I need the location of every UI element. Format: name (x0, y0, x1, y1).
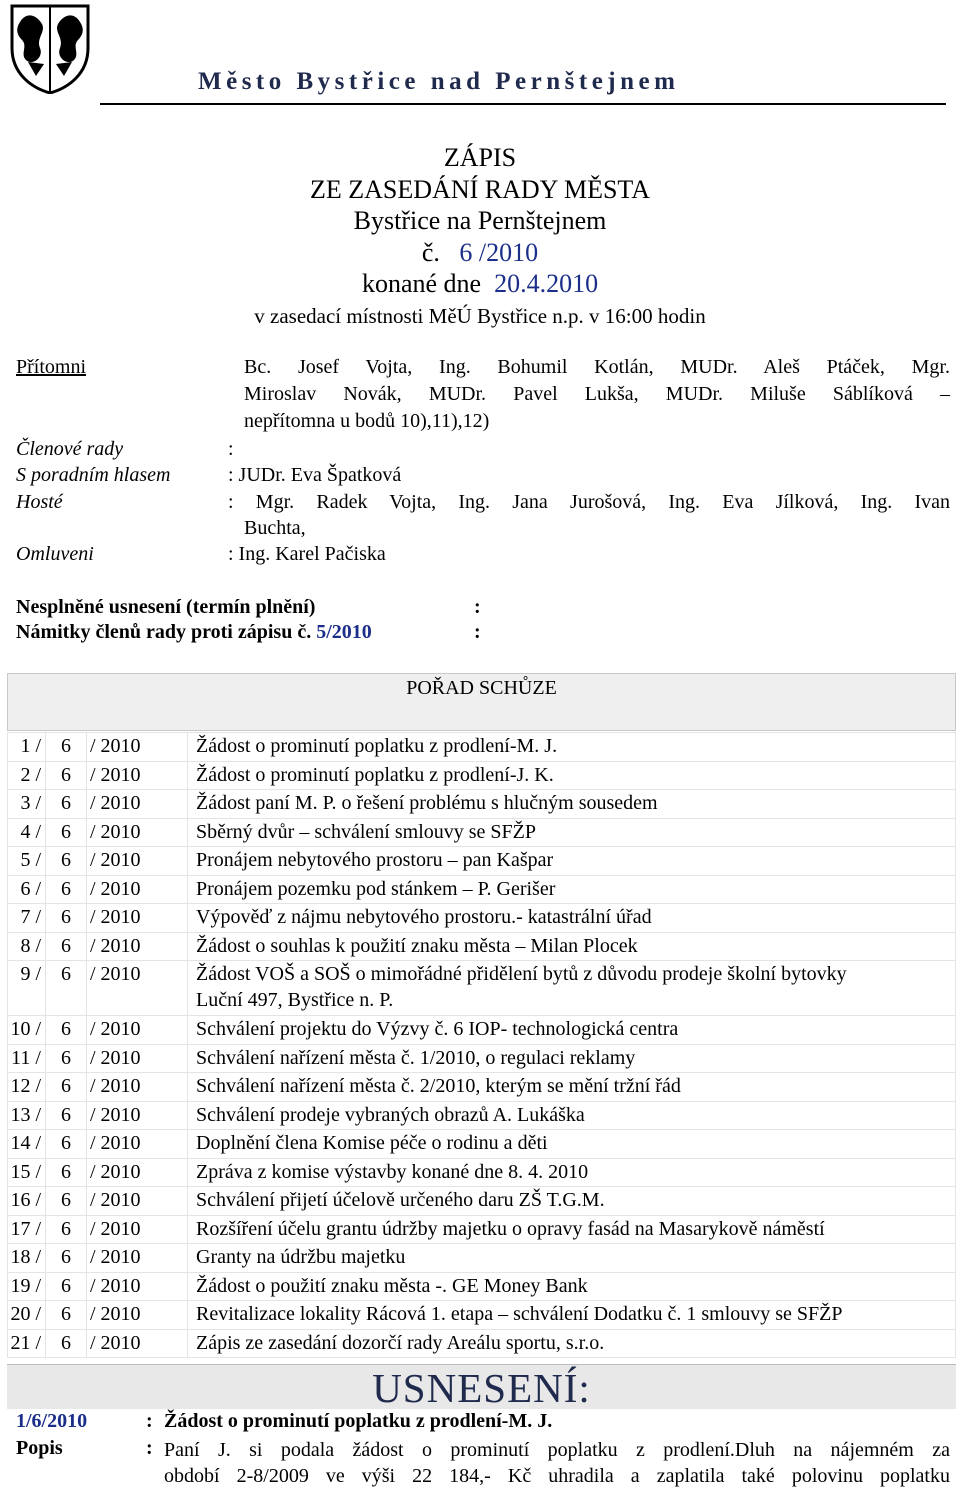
agenda-row (8, 1301, 956, 1330)
agenda-item-year (87, 818, 188, 847)
agenda-item-year-text: / 2010 (90, 1246, 141, 1268)
agenda-item-session (46, 1101, 87, 1130)
guests-label: Hosté (16, 491, 63, 513)
agenda-item-number (8, 1272, 46, 1301)
agenda-item-year (87, 1329, 188, 1358)
title-city: Bystřice na Pernštejnem (353, 206, 607, 235)
agenda-item-year (87, 961, 188, 1016)
agenda-item-year-text: / 2010 (90, 792, 141, 814)
agenda-row (8, 932, 956, 961)
agenda-item-year-text: / 2010 (90, 1103, 141, 1126)
agenda-item-session-text: 6 (61, 1132, 71, 1154)
resolution-header-label: USNESENÍ: (372, 1365, 591, 1411)
agenda-item-number (8, 761, 46, 790)
agenda-item-year (87, 1272, 188, 1301)
present-line-2: Miroslav Novák, MUDr. Pavel Lukša, MUDr. Miluše Sáblíková – (244, 383, 950, 405)
agenda-item-year (87, 1215, 188, 1244)
agenda-item-year-text: / 2010 (90, 1303, 141, 1325)
agenda-item-year (87, 1130, 188, 1159)
guests-line-2: Buchta, (244, 517, 306, 539)
agenda-item-session (46, 1187, 87, 1216)
agenda-item-text-text: Zpráva z komise výstavby konané dne 8. 4. 2010 (196, 1160, 589, 1183)
agenda-item-number-text: 7 / (20, 906, 41, 928)
agenda-item-year-text: / 2010 (90, 820, 141, 843)
agenda-item-year (87, 1073, 188, 1102)
agenda-item-text-text: Schválení nařízení města č. 1/2010, o regulaci reklamy (196, 1046, 636, 1069)
agenda-item-text-text: Pronájem nebytového prostoru – pan Kašpar (196, 849, 554, 871)
agenda-item-session (46, 1272, 87, 1301)
agenda-item-number-text: 13 / (10, 1103, 41, 1126)
city-crest-logo (6, 2, 94, 94)
guests-line-1: : Mgr. Radek Vojta, Ing. Jana Jurošová, Ing. Eva Jílková, Ing. Ivan (228, 491, 950, 513)
agenda-item-year-text: / 2010 (90, 1274, 141, 1297)
agenda-item-number (8, 790, 46, 819)
agenda-item-number-text: 10 / (10, 1018, 41, 1040)
agenda-item-number (8, 961, 46, 1016)
agenda-item-year (87, 847, 188, 876)
agenda-item-number (8, 1016, 46, 1045)
agenda-item-year-text: / 2010 (90, 763, 141, 786)
agenda-item-session-text: 6 (61, 963, 71, 985)
agenda-item-text-text: Schválení prodeje vybraných obrazů A. Lukáška (196, 1103, 585, 1126)
agenda-item-number (8, 733, 46, 762)
agenda-item-session-text: 6 (61, 820, 71, 843)
agenda-item-number-text: 6 / (20, 877, 41, 900)
agenda-item-text (188, 847, 956, 876)
agenda-item-session (46, 733, 87, 762)
agenda-item-session (46, 1301, 87, 1330)
agenda-item-text-text: Žádost o prominutí poplatku z prodlení-J. K. (196, 763, 554, 786)
agenda-item-number (8, 904, 46, 933)
popis-line-2: období 2-8/2009 ve výši 22 184,- Kč uhradila a zaplatila také polovinu poplatku (164, 1465, 950, 1487)
agenda-item-session (46, 904, 87, 933)
agenda-item-session-text: 6 (61, 1018, 71, 1040)
members-value: : (228, 438, 234, 460)
agenda-item-number (8, 1301, 46, 1330)
agenda-item-text-text: Žádost o prominutí poplatku z prodlení-M. J. (196, 735, 558, 757)
agenda-item-session (46, 1130, 87, 1159)
agenda-item-year-text: / 2010 (90, 1160, 141, 1183)
agenda-row (8, 733, 956, 762)
agenda-item-year (87, 1016, 188, 1045)
agenda-row (8, 1272, 956, 1301)
agenda-item-session (46, 1016, 87, 1045)
popis-label: Popis (16, 1437, 63, 1459)
agenda-item-number-text: 11 / (11, 1046, 41, 1069)
agenda-item-session (46, 761, 87, 790)
agenda-item-year-text: / 2010 (90, 877, 141, 900)
unfulfilled-label: Nesplněné usnesení (termín plnění) (16, 596, 316, 618)
agenda-item-text (188, 961, 956, 1016)
agenda-item-text (188, 1073, 956, 1102)
agenda-item-session (46, 1244, 87, 1273)
agenda-item-year-text: / 2010 (90, 1018, 141, 1040)
agenda-item-session-text: 6 (61, 1303, 71, 1325)
agenda-item-number-text: 14 / (10, 1132, 41, 1154)
advisory-label: S poradním hlasem (16, 464, 171, 486)
agenda-item-text (188, 1016, 956, 1045)
agenda-item-year (87, 875, 188, 904)
agenda-row (8, 904, 956, 933)
agenda-item-session (46, 1215, 87, 1244)
agenda-item-text-text: Žádost o souhlas k použití znaku města – Milan Plocek (196, 934, 638, 957)
agenda-item-number (8, 1044, 46, 1073)
agenda-item-number (8, 932, 46, 961)
title-number: č. 6 /2010 (421, 237, 539, 267)
agenda-item-year-text: / 2010 (90, 1046, 141, 1069)
present-line-3: nepřítomna u bodů 10),11),12) (244, 410, 490, 432)
city-name-header: Město Bystřice nad Pernštejnem (198, 68, 680, 95)
agenda-item-number-text: 19 / (10, 1274, 41, 1297)
agenda-item-text (188, 1272, 956, 1301)
agenda-item-session (46, 1329, 87, 1358)
agenda-item-session-text: 6 (61, 1103, 71, 1126)
agenda-item-session (46, 790, 87, 819)
agenda-item-text-text: Schválení nařízení města č. 2/2010, kterým se mění tržní řád (196, 1075, 681, 1097)
agenda-item-number-text: 3 / (20, 792, 41, 814)
agenda-item-session-text: 6 (61, 735, 71, 757)
objections-label: Námitky členů rady proti zápisu č. 5/2010 (16, 621, 372, 643)
agenda-item-number-text: 15 / (10, 1160, 41, 1183)
title-place: v zasedací místnosti MěÚ Bystřice n.p. v 16:00 hodin (254, 303, 706, 328)
agenda-item-text-text: Žádost paní M. P. o řešení problému s hlučným sousedem (196, 792, 658, 814)
agenda-item-number (8, 1329, 46, 1358)
agenda-row (8, 875, 956, 904)
agenda-item-year (87, 733, 188, 762)
agenda-table (7, 732, 956, 1358)
agenda-item-session (46, 1158, 87, 1187)
resolution-number: 1/6/2010 (16, 1410, 88, 1432)
agenda-item-session (46, 1044, 87, 1073)
agenda-item-year-text: / 2010 (90, 1075, 141, 1097)
agenda-item-text-text: Žádost o použití znaku města -. GE Money Bank (196, 1274, 588, 1297)
agenda-item-session (46, 932, 87, 961)
agenda-item-number (8, 1130, 46, 1159)
agenda-item-year-text: / 2010 (90, 963, 141, 985)
agenda-item-text (188, 818, 956, 847)
agenda-item-number-text: 2 / (20, 763, 41, 786)
agenda-item-text-text: Zápis ze zasedání dozorčí rady Areálu sportu, s.r.o. (196, 1331, 605, 1354)
agenda-item-text-text: Revitalizace lokality Rácová 1. etapa – schválení Dodatku č. 1 smlouvy se SFŽP (196, 1303, 843, 1325)
agenda-row (8, 1158, 956, 1187)
agenda-item-session-text: 6 (61, 1274, 71, 1297)
agenda-item-year (87, 790, 188, 819)
agenda-item-session (46, 1073, 87, 1102)
agenda-row (8, 1187, 956, 1216)
agenda-item-session-text: 6 (61, 1160, 71, 1183)
agenda-item-text-text: Rozšíření účelu grantu údržby majetku o opravy fasád na Masarykově náměstí (196, 1217, 825, 1240)
agenda-item-text-text: Pronájem pozemku pod stánkem – P. Gerišer (196, 877, 556, 900)
agenda-item-text (188, 1215, 956, 1244)
agenda-item-text (188, 1130, 956, 1159)
agenda-item-session-text: 6 (61, 1075, 71, 1097)
agenda-row (8, 1016, 956, 1045)
agenda-item-text (188, 875, 956, 904)
agenda-item-text-text: Sběrný dvůr – schválení smlouvy se SFŽP (196, 820, 536, 843)
title-zapis: ZÁPIS (443, 143, 517, 172)
agenda-item-number-text: 17 / (10, 1217, 41, 1240)
members-label: Členové rady (16, 438, 124, 460)
agenda-item-year (87, 1101, 188, 1130)
objections-colon: : (474, 621, 481, 643)
agenda-item-text (188, 904, 956, 933)
agenda-item-number-text: 16 / (10, 1189, 41, 1211)
agenda-item-session-text: 6 (61, 1217, 71, 1240)
agenda-item-year (87, 1301, 188, 1330)
agenda-item-session-text: 6 (61, 1246, 71, 1268)
agenda-item-year-text: / 2010 (90, 1331, 141, 1354)
agenda-item-year-text: / 2010 (90, 934, 141, 957)
advisory-value: : JUDr. Eva Špatková (228, 464, 402, 486)
document-title-block (0, 142, 960, 332)
agenda-item-number-text: 21 / (10, 1331, 41, 1354)
agenda-header (7, 673, 956, 731)
title-date: konané dne 20.4.2010 (361, 269, 599, 298)
popis-colon: : (146, 1437, 153, 1459)
agenda-item-number (8, 1215, 46, 1244)
agenda-item-text-text: Výpověď z nájmu nebytového prostoru.- katastrální úřad (196, 906, 652, 928)
agenda-row (8, 961, 956, 1016)
agenda-row (8, 1130, 956, 1159)
unfulfilled-colon: : (474, 596, 481, 618)
agenda-header-label: POŘAD SCHŮZE (406, 677, 557, 699)
agenda-item-year-text: / 2010 (90, 849, 141, 871)
agenda-item-text (188, 733, 956, 762)
agenda-item-session-text: 6 (61, 763, 71, 786)
agenda-item-text (188, 1244, 956, 1273)
agenda-row (8, 847, 956, 876)
agenda-item-session-text: 6 (61, 849, 71, 871)
resolution-title: Žádost o prominutí poplatku z prodlení-M. J. (164, 1410, 553, 1432)
agenda-item-year-text: / 2010 (90, 1132, 141, 1154)
agenda-item-number (8, 1187, 46, 1216)
agenda-item-session-text: 6 (61, 1046, 71, 1069)
agenda-row (8, 761, 956, 790)
agenda-item-text (188, 1301, 956, 1330)
agenda-item-session-text: 6 (61, 906, 71, 928)
agenda-item-year-text: / 2010 (90, 1189, 141, 1211)
title-session: ZE ZASEDÁNÍ RADY MĚSTA (310, 174, 650, 204)
agenda-item-number (8, 875, 46, 904)
agenda-item-session-text: 6 (61, 877, 71, 900)
excused-label: Omluveni (16, 543, 94, 565)
agenda-item-number (8, 1073, 46, 1102)
agenda-item-session-text: 6 (61, 1331, 71, 1354)
agenda-item-year (87, 932, 188, 961)
popis-line-1: Paní J. si podala žádost o prominutí poplatku z prodlení.Dluh na nájemném za (164, 1439, 950, 1461)
excused-value: : Ing. Karel Pačiska (228, 543, 386, 565)
agenda-row (8, 1215, 956, 1244)
resolution-header (7, 1364, 956, 1409)
agenda-item-text-text: Granty na údržbu majetku (196, 1246, 406, 1268)
agenda-row (8, 1244, 956, 1273)
present-label: Přítomni (16, 356, 87, 378)
agenda-row (8, 818, 956, 847)
agenda-item-text (188, 1101, 956, 1130)
agenda-item-session-text: 6 (61, 792, 71, 814)
agenda-row (8, 1073, 956, 1102)
agenda-item-number-text: 4 / (20, 820, 41, 843)
agenda-item-number (8, 847, 46, 876)
present-line-1: Bc. Josef Vojta, Ing. Bohumil Kotlán, MUDr. Aleš Ptáček, Mgr. (244, 356, 950, 378)
agenda-item-text (188, 932, 956, 961)
agenda-item-year-text: / 2010 (90, 735, 141, 757)
agenda-item-text-text: Schválení přijetí účelově určeného daru ZŠ T.G.M. (196, 1189, 605, 1211)
agenda-item-number-text: 12 / (10, 1075, 41, 1097)
agenda-item-year (87, 1044, 188, 1073)
agenda-item-year (87, 1187, 188, 1216)
agenda-item-session (46, 847, 87, 876)
agenda-item-year (87, 1158, 188, 1187)
agenda-item-number-text: 9 / (20, 963, 41, 985)
agenda-row (8, 790, 956, 819)
resolution-colon: : (146, 1410, 153, 1432)
agenda-item-session (46, 961, 87, 1016)
agenda-item-year (87, 761, 188, 790)
agenda-item-number-text: 8 / (20, 934, 41, 957)
agenda-item-number (8, 1244, 46, 1273)
agenda-item-session-text: 6 (61, 1189, 71, 1211)
agenda-row (8, 1329, 956, 1358)
agenda-item-text (188, 1044, 956, 1073)
agenda-item-year (87, 904, 188, 933)
agenda-item-text-text: Doplnění člena Komise péče o rodinu a děti (196, 1132, 548, 1154)
agenda-item-session-text: 6 (61, 934, 71, 957)
agenda-item-year-text: / 2010 (90, 1217, 141, 1240)
agenda-item-number-text: 20 / (10, 1303, 41, 1325)
agenda-row (8, 1044, 956, 1073)
agenda-item-text-text: Žádost VOŠ a SOŠ o mimořádné přidělení bytů z důvodu prodeje školní bytovky (196, 963, 847, 985)
agenda-item-number (8, 818, 46, 847)
agenda-item-text (188, 1329, 956, 1358)
header-divider (100, 103, 946, 105)
agenda-item-text-continuation: Luční 497, Bystřice n. P. (196, 989, 394, 1011)
agenda-item-text (188, 1158, 956, 1187)
agenda-item-session (46, 875, 87, 904)
agenda-item-number-text: 1 / (20, 735, 41, 757)
agenda-item-year (87, 1244, 188, 1273)
agenda-item-number-text: 5 / (20, 849, 41, 871)
agenda-item-number (8, 1158, 46, 1187)
agenda-item-text (188, 1187, 956, 1216)
agenda-item-text-text: Schválení projektu do Výzvy č. 6 IOP- technologická centra (196, 1018, 679, 1040)
agenda-item-text (188, 790, 956, 819)
agenda-item-text (188, 761, 956, 790)
agenda-item-session (46, 818, 87, 847)
agenda-item-number-text: 18 / (10, 1246, 41, 1268)
agenda-item-number (8, 1101, 46, 1130)
agenda-row (8, 1101, 956, 1130)
agenda-item-year-text: / 2010 (90, 906, 141, 928)
